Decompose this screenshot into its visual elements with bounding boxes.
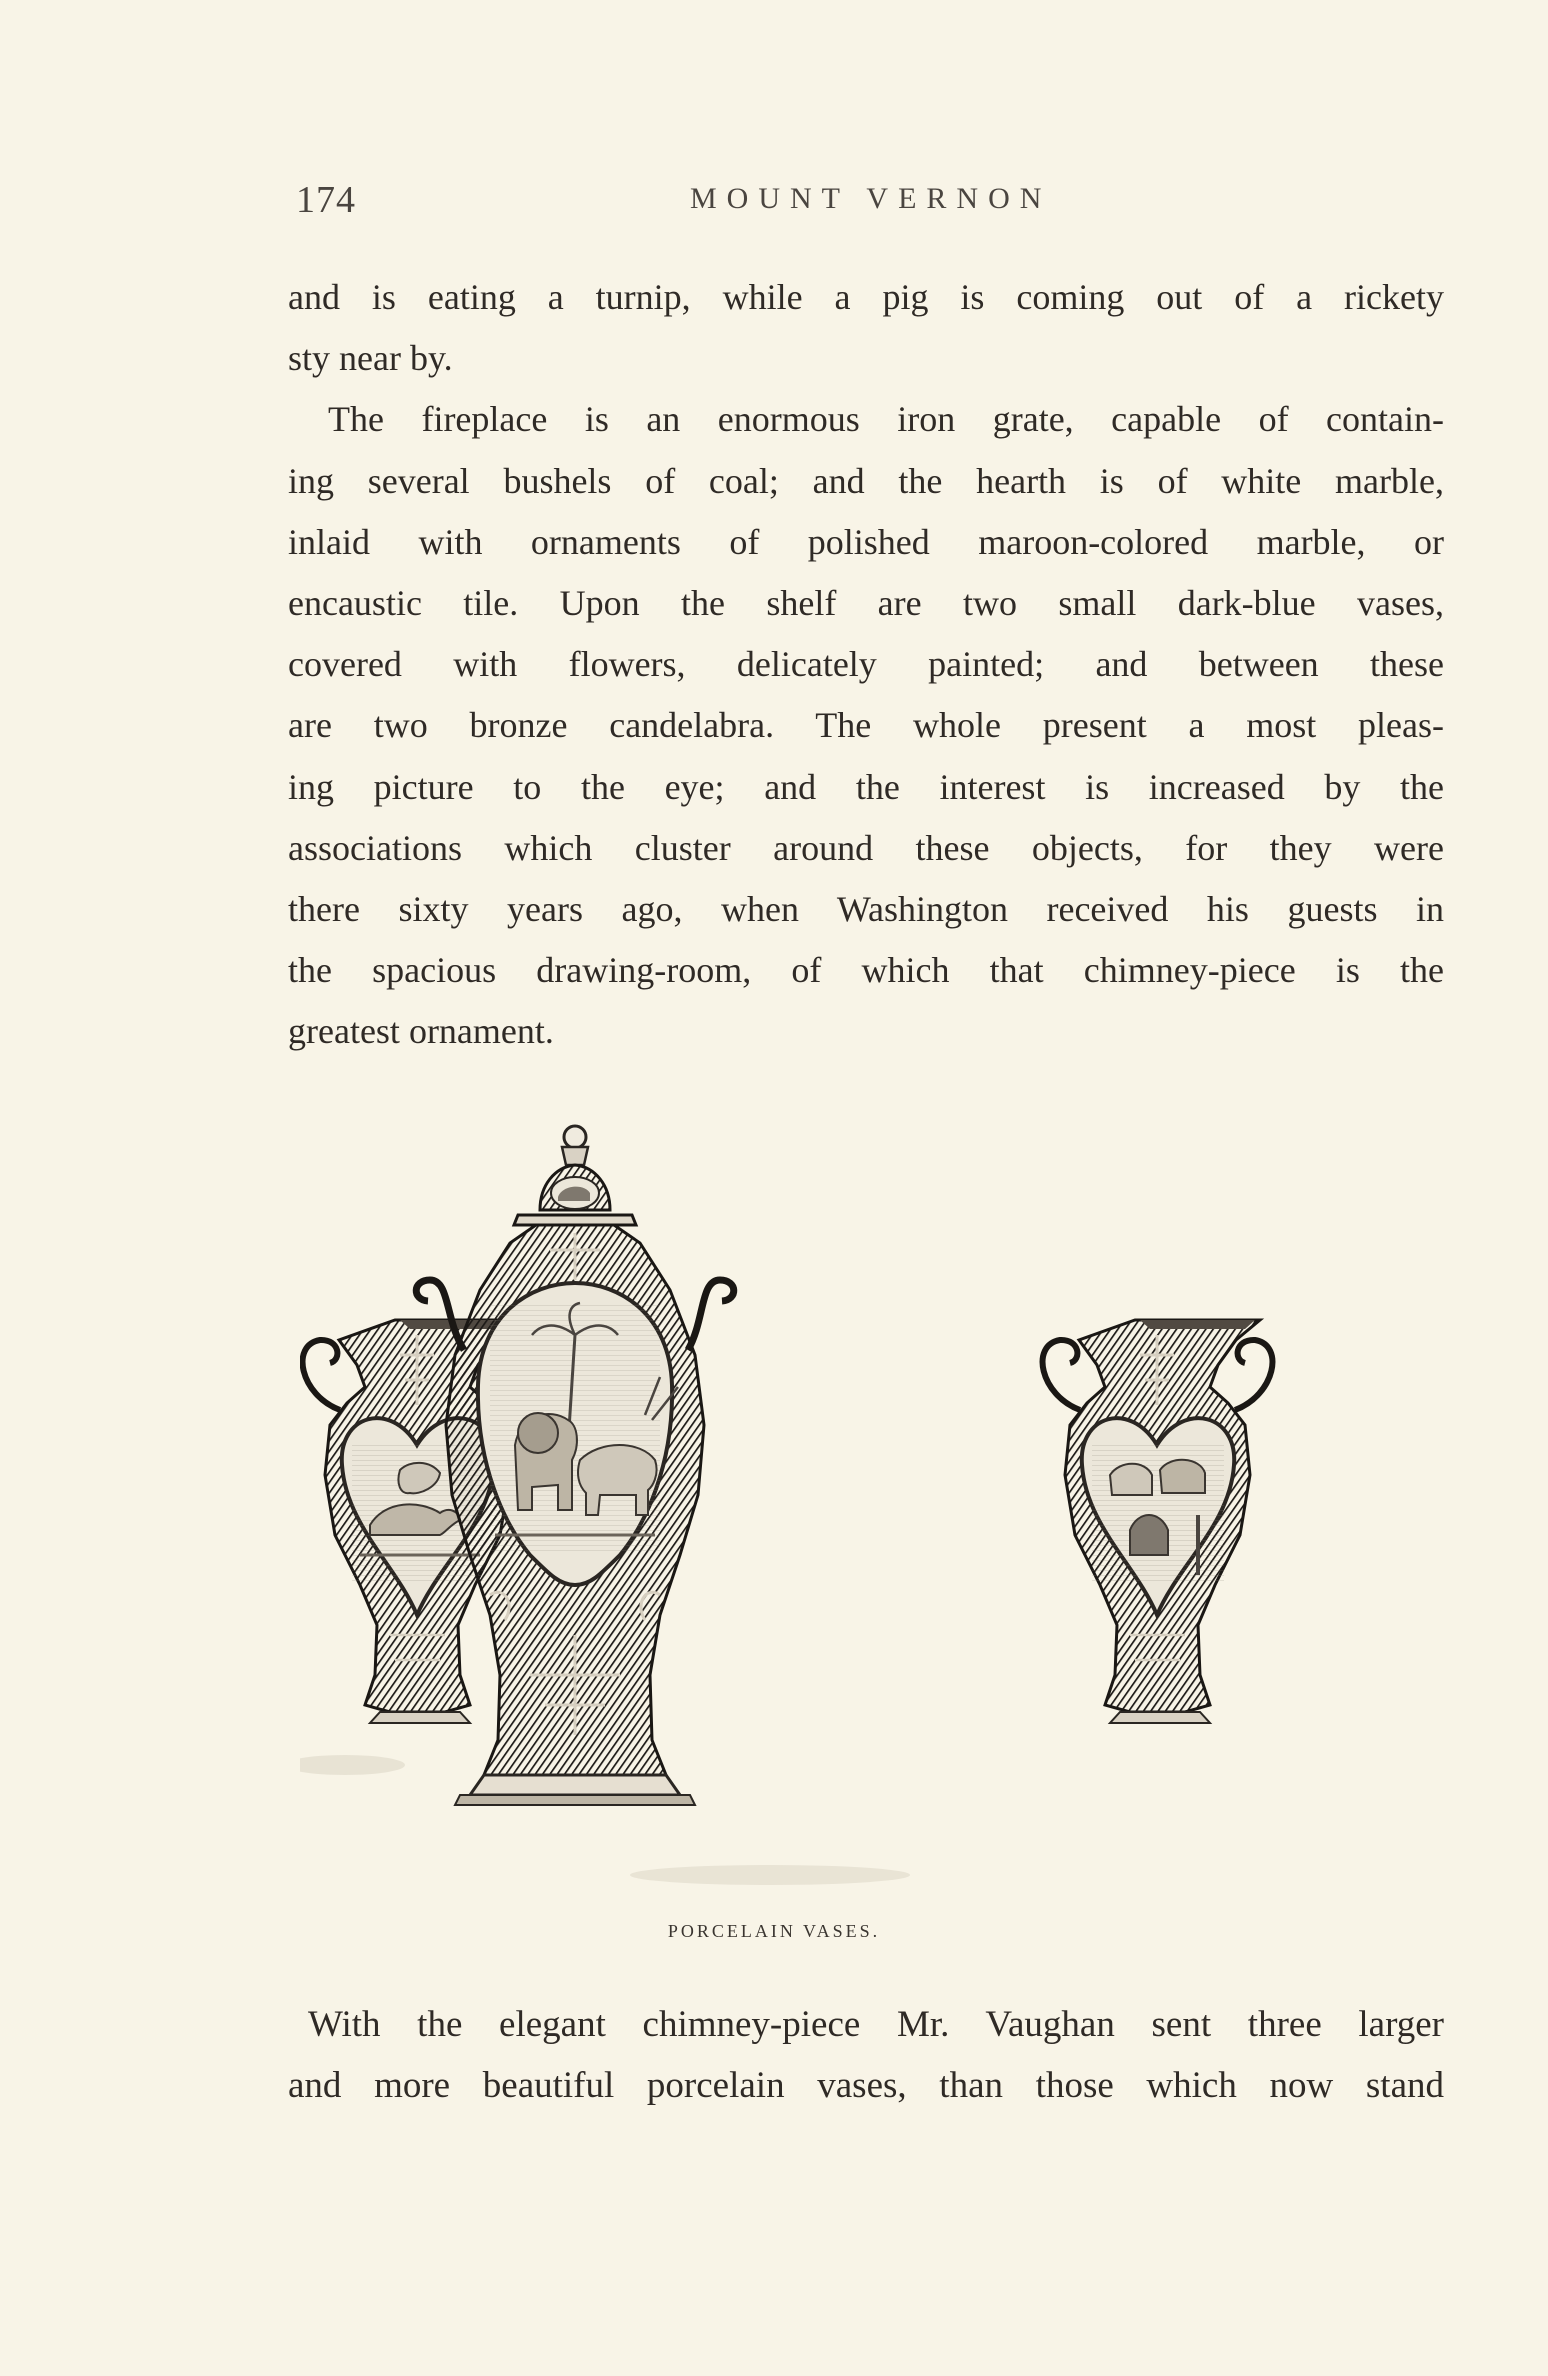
running-title: MOUNT VERNON xyxy=(690,182,1052,215)
text-line: sty near by. xyxy=(288,338,453,379)
text-line: greatest ornament. xyxy=(288,1011,554,1052)
text-line: associations which cluster around these objects, for they were xyxy=(288,827,1444,868)
text-line: are two bronze candelabra. The whole present a most pleas- xyxy=(288,705,1444,746)
text-line: covered with flowers, delicately painted; and between these xyxy=(288,644,1444,685)
text-line: and is eating a turnip, while a pig is coming out of a rickety xyxy=(288,277,1444,317)
text-line: the spacious drawing-room, of which that chimney-piece is the xyxy=(288,950,1444,991)
text-line: The fireplace is an enormous iron grate, capable of contain- xyxy=(328,399,1444,440)
right-vase xyxy=(1043,1320,1273,1723)
text-line: With the elegant chimney-piece Mr. Vaughan sent three larger xyxy=(308,2004,1444,2045)
text-line: ing picture to the eye; and the interest is increased by the xyxy=(288,766,1444,807)
figure-caption: PORCELAIN VASES. xyxy=(667,1921,881,1941)
text-line: there sixty years ago, when Washington received his guests in xyxy=(288,889,1444,930)
body-text-top xyxy=(288,267,1444,1063)
text-line: ing several bushels of coal; and the hearth is of white marble, xyxy=(288,460,1444,501)
text-line: encaustic tile. Upon the shelf are two small dark-blue vases, xyxy=(288,583,1444,624)
text-line: and more beautiful porcelain vases, than those which now stand xyxy=(288,2065,1444,2106)
text-line: inlaid with ornaments of polished maroon-colored marble, or xyxy=(288,521,1444,562)
page-number: 174 xyxy=(296,179,356,221)
porcelain-vases-illustration xyxy=(300,1115,1410,1895)
body-text-bottom xyxy=(288,1994,1444,2116)
